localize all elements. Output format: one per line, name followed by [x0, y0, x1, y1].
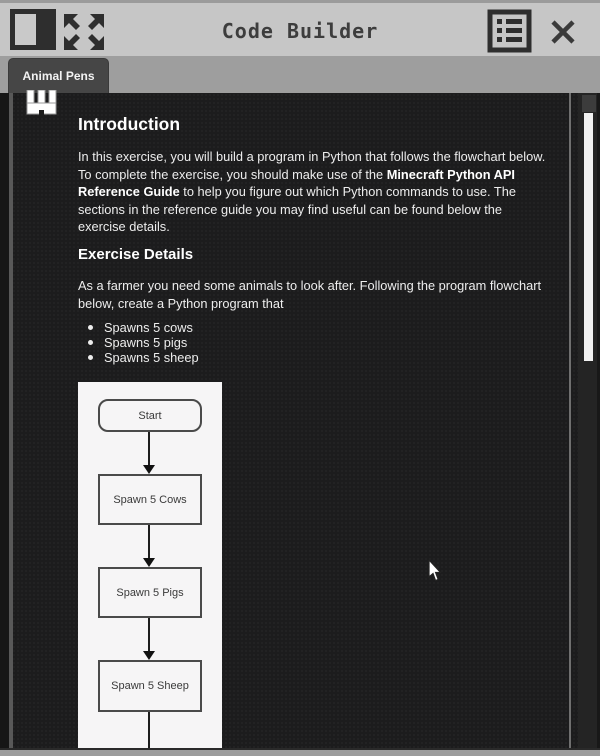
- list-icon: [487, 40, 532, 57]
- bullet-dot: [88, 325, 93, 330]
- flow-arrowhead-icon: [143, 558, 155, 567]
- bullet-text-pigs: Spawns 5 pigs: [104, 335, 188, 351]
- title-bar: [0, 0, 600, 56]
- tab-animal-pens[interactable]: [9, 59, 108, 93]
- close-icon: [547, 35, 579, 52]
- exercise-paragraph: As a farmer you need some animals to look after. Following the program flowchart below, create a Python program that: [78, 278, 542, 311]
- window-title: Code Builder: [221, 19, 379, 43]
- exercise-details-heading: Exercise Details: [78, 246, 194, 263]
- flow-arrow-line: [148, 525, 150, 558]
- scrollbar-top-cap: [582, 95, 596, 112]
- left-edge-divider: [9, 93, 13, 748]
- flowchart-node-start: Start: [98, 399, 202, 432]
- bullet-dot: [88, 355, 93, 360]
- right-edge-divider: [569, 93, 571, 748]
- close-button[interactable]: [547, 16, 579, 48]
- bullet-text-sheep: Spawns 5 sheep: [104, 350, 199, 366]
- flowchart-node-pigs: Spawn 5 Pigs: [98, 567, 202, 618]
- intro-text-1: In this exercise, you will build a program in Python that follows the flowchart below. To complete the exercise, you should make use of the: [78, 149, 546, 182]
- flowchart-node-cows: Spawn 5 Cows: [98, 474, 202, 525]
- exercise-bullet-list: [86, 320, 506, 366]
- list-item: [86, 335, 506, 350]
- tab-bar: [0, 56, 600, 93]
- bullet-dot: [88, 340, 93, 345]
- flow-arrowhead-icon: [143, 651, 155, 660]
- bottom-window-edge: [0, 748, 600, 756]
- bullet-text-cows: Spawns 5 cows: [104, 320, 193, 335]
- vertical-scrollbar-thumb[interactable]: [584, 113, 593, 361]
- list-item: [86, 320, 506, 335]
- intro-bold-reference-guide: Minecraft Python API Reference Guide: [78, 166, 515, 200]
- mouse-cursor-icon: [428, 560, 443, 587]
- list-view-button[interactable]: [487, 9, 532, 53]
- tab-label: Animal Pens: [22, 69, 95, 83]
- flow-arrow-line: [148, 432, 150, 465]
- flow-arrowhead-icon: [143, 465, 155, 474]
- intro-paragraph: [78, 148, 550, 236]
- list-item: [86, 350, 506, 365]
- intro-heading: Introduction: [78, 114, 181, 134]
- intro-text-2: to help you figure out which Python commands to use. The sections in the reference guide you may find useful can be found below the exercise details.: [78, 184, 516, 235]
- pixel-trident-icon: [25, 90, 59, 122]
- flowchart-image: [78, 382, 222, 748]
- left-window-edge: [0, 93, 9, 750]
- flow-arrow-line: [148, 618, 150, 651]
- flow-line-continues: [148, 712, 150, 748]
- flowchart-node-sheep: Spawn 5 Sheep: [98, 660, 202, 712]
